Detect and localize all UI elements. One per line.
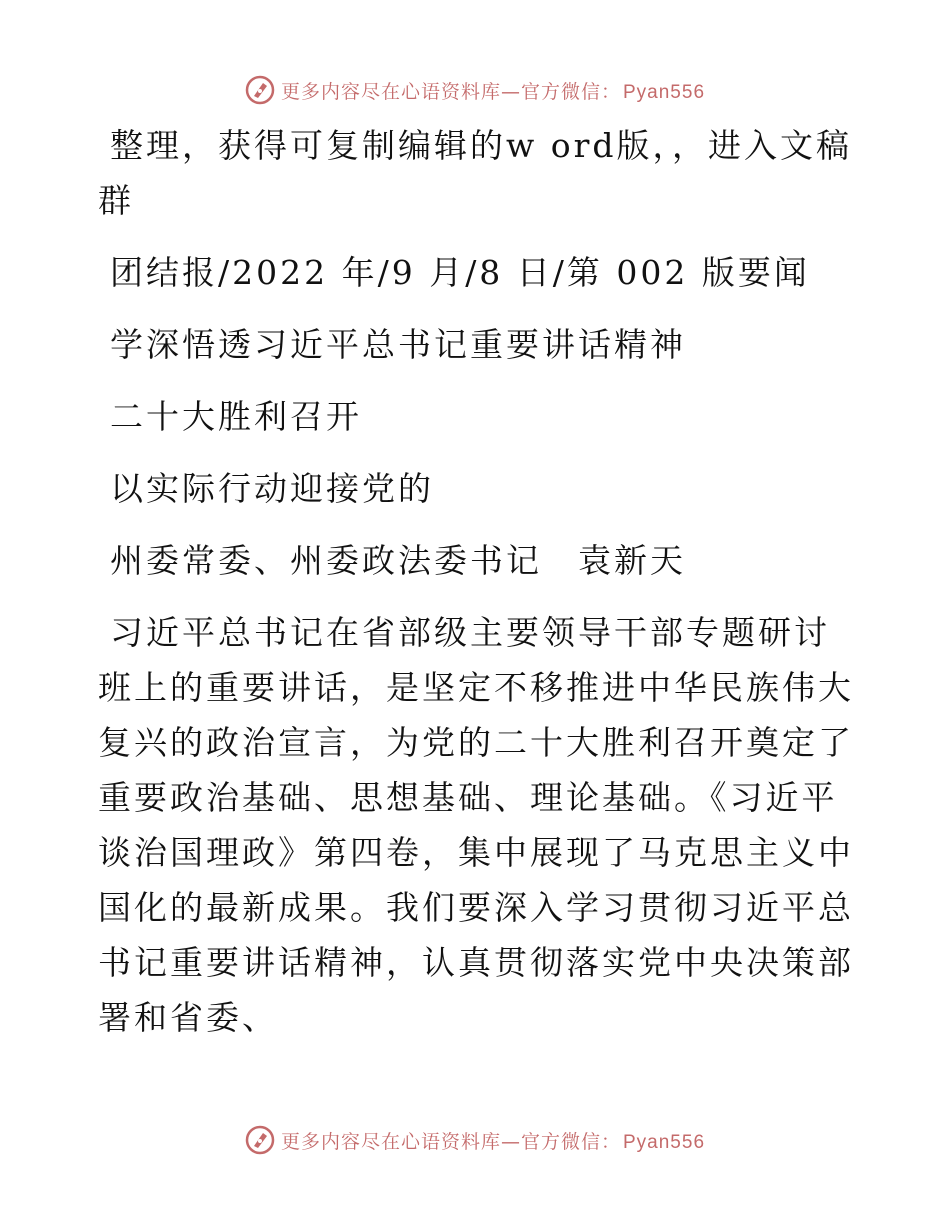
watermark-text: 更多内容尽在心语资料库—官方微信： Pyan556 (280, 1130, 706, 1153)
doc-line-author: 州委常委、州委政法委书记 袁新天 (110, 541, 686, 580)
watermark-wechat-id: Pyan556 (623, 1131, 706, 1153)
watermark-text: 更多内容尽在心语资料库—官方微信： Pyan556 (280, 80, 706, 103)
doc-paragraph-body: 习近平总书记在省部级主要领导干部专题研讨班上的重要讲话，是坚定不移推进中华民族伟大复兴的政治宣言，为党的二十大胜利召开奠定了重要政治基础、思想基础、理论基础。《习近平谈治国理政》第四卷，集中展现了马克思主义中国化的最新成果。我们要深入学习贯彻习近平总书记重要讲话精神，认真贯彻落实党中央决策部署和省委、 (98, 613, 854, 1037)
doc-line-source: 团结报/2022 年/9 月/8 日/第 002 版要闻 (110, 253, 810, 292)
doc-line-title-3: 以实际行动迎接党的 (110, 469, 434, 508)
header-watermark (0, 70, 950, 110)
doc-line-title-2: 二十大胜利召开 (110, 397, 362, 436)
document-body (98, 118, 858, 1045)
doc-line-intro: 整理，获得可复制编辑的w ord版，，进入文稿群 (98, 126, 853, 220)
pen-nib-logo-icon (245, 75, 275, 105)
pen-nib-logo-icon (245, 1125, 275, 1155)
watermark-wechat-id: Pyan556 (623, 81, 706, 103)
footer-watermark (0, 1120, 950, 1160)
doc-line-title-1: 学深悟透习近平总书记重要讲话精神 (110, 325, 686, 364)
